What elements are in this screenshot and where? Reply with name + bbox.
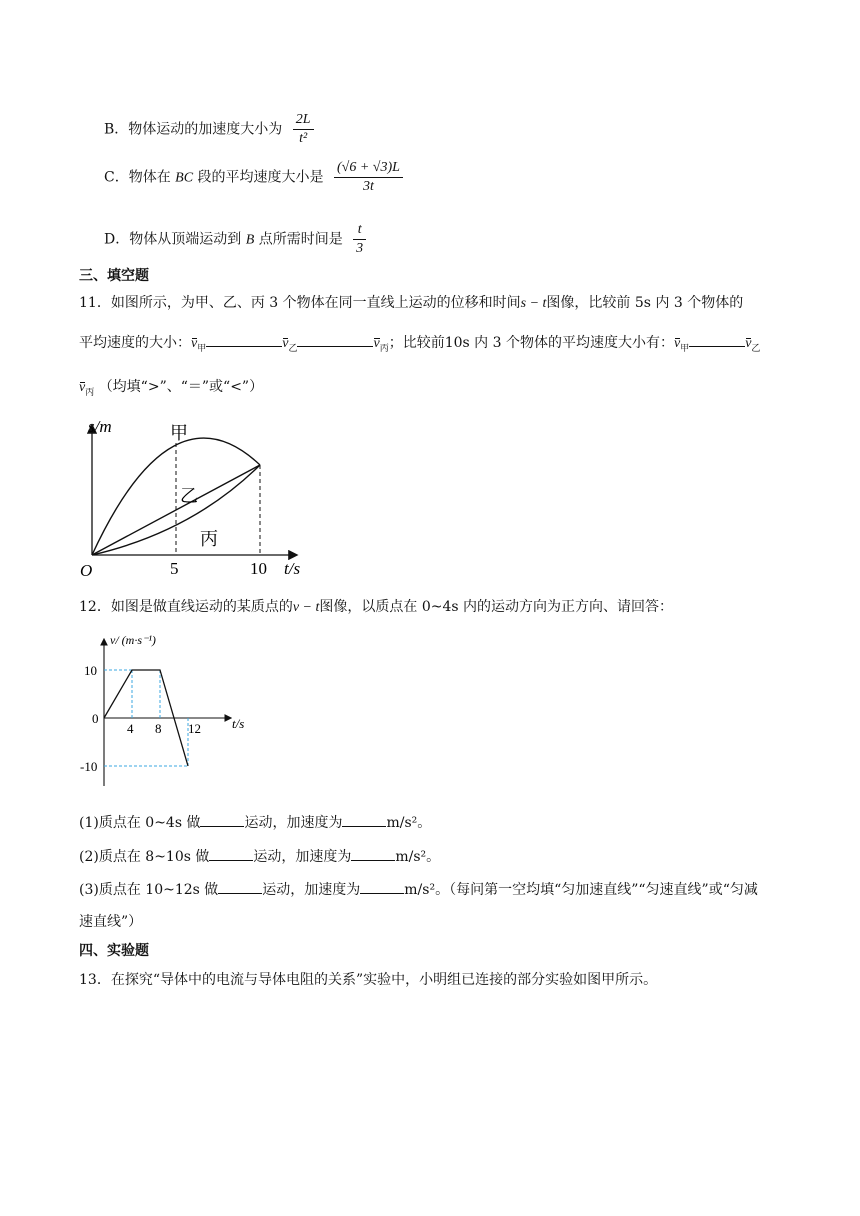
q12-sub-1-c: m/s²。 (386, 815, 432, 831)
option-d (104, 222, 366, 257)
sub-yi-10s: 乙 (751, 343, 761, 354)
option-c-var: BC (175, 170, 194, 186)
q12-sub-3 (79, 879, 758, 899)
st-x-label: t/s (284, 559, 301, 578)
option-d-pre: D．物体从顶端运动到 (104, 231, 246, 248)
q11-line2 (79, 332, 760, 354)
vt-tick-8: 8 (155, 721, 162, 736)
option-c-post: 段的平均速度大小是 (193, 169, 324, 186)
st-y-label: s/m (88, 417, 112, 436)
q12-sub-3-b: 运动，加速度为 (262, 882, 361, 898)
sub-jia: 甲 (197, 343, 207, 354)
vt-tick-neg10: -10 (80, 759, 98, 774)
v-bar-jia-10s: v (673, 336, 681, 351)
sub-yi: 乙 (288, 343, 298, 354)
q12-sub-1 (79, 812, 431, 832)
q11-line3 (79, 376, 263, 398)
q12-sub-3-blank-motion[interactable] (218, 881, 262, 894)
q11-line1 (79, 292, 743, 312)
sub-bing-10s: 丙 (85, 387, 95, 398)
q11-line2-b: ；比较前10s 内 3 个物体的平均速度大小有： (388, 335, 674, 351)
q12-vt-symbol: v − t (292, 600, 320, 615)
q12-sub-1-b: 运动，加速度为 (244, 815, 343, 831)
vt-graph (80, 630, 256, 792)
option-d-post: 点所需时间是 (254, 231, 343, 248)
option-d-var: B (245, 232, 255, 248)
q12-sub-3-a: (3)质点在 10~12s 做 (79, 882, 219, 898)
q12-intro-c: 图像，以质点在 0~4s 内的运动方向为正方向、请回答： (319, 599, 674, 615)
sub-bing: 丙 (379, 343, 389, 354)
q11-line1-a: 11．如图所示，为甲、乙、丙 3 个物体在同一直线上运动的位移和时间 (79, 295, 521, 311)
option-b-numerator: 2L (295, 112, 311, 127)
q12-sub-1-blank-accel[interactable] (342, 814, 386, 827)
q12-intro (79, 596, 673, 616)
q12-sub-2-a: (2)质点在 8~10s 做 (79, 849, 210, 865)
vt-x-label: t/s (232, 716, 245, 731)
q12-sub-3-c: m/s²。（每问第一空均填“匀加速直线”“匀速直线”或“匀减 (404, 882, 758, 898)
q12-sub-2-b: 运动，加速度为 (253, 849, 352, 865)
option-d-denominator: 3 (353, 239, 366, 257)
label-bing: 丙 (200, 529, 218, 549)
option-d-numerator: t (357, 222, 362, 237)
vt-tick-10: 10 (84, 663, 97, 678)
label-yi: 乙 (180, 486, 198, 506)
option-c-denominator: 3t (334, 177, 403, 195)
q12-sub-1-blank-motion[interactable] (200, 814, 244, 827)
v-bar-bing: v (373, 336, 380, 351)
option-c-pre: C．物体在 (104, 169, 176, 186)
option-d-fraction (353, 222, 366, 257)
q12-sub-3-blank-accel[interactable] (360, 881, 404, 894)
option-b-fraction (293, 112, 314, 147)
q12-tail: 速直线”） (79, 914, 143, 930)
q12-sub-2-c: m/s²。 (395, 849, 441, 865)
label-jia: 甲 (170, 423, 188, 443)
v-bar-bing-10s: v (79, 380, 86, 395)
blank-2[interactable] (297, 334, 373, 347)
section-heading-experiment: 四、实验题 (79, 943, 149, 959)
vt-tick-4: 4 (127, 721, 134, 736)
st-graph (74, 412, 310, 582)
option-c (104, 160, 403, 195)
v-bar-yi-10s: v (745, 336, 752, 351)
q12-sub-2 (79, 846, 440, 866)
st-tick-10: 10 (250, 559, 267, 578)
st-origin: O (80, 561, 93, 580)
v-bar-jia: v (191, 336, 198, 351)
st-tick-5: 5 (170, 559, 179, 578)
q13-text: 13．在探究“导体中的电流与导体电阻的关系”实验中，小明组已连接的部分实验如图甲所示。 (79, 972, 658, 988)
option-c-numerator: (√6 + √3)L (336, 160, 400, 175)
v-bar-yi: v (282, 336, 289, 351)
vt-tick-12: 12 (188, 721, 201, 736)
q11-line3-text: （均填“>”、“＝”或“<”） (98, 379, 264, 395)
q12-sub-2-blank-motion[interactable] (209, 848, 253, 861)
q12-sub-1-a: (1)质点在 0~4s 做 (79, 815, 201, 831)
section-heading-fill-blank: 三、填空题 (79, 268, 149, 284)
q12-sub-2-blank-accel[interactable] (351, 848, 395, 861)
q11-line2-a: 平均速度的大小： (79, 335, 191, 351)
option-c-fraction (334, 160, 403, 195)
vt-y-label: v/ (m·s⁻¹) (110, 633, 156, 647)
option-b-text: B．物体运动的加速度大小为 (104, 121, 283, 138)
option-b (104, 112, 314, 147)
q11-line1-c: 图像，比较前 5s 内 3 个物体的 (546, 295, 744, 311)
q12-intro-a: 12．如图是做直线运动的某质点的 (79, 599, 293, 615)
blank-3[interactable] (689, 334, 745, 347)
option-b-denominator: t² (293, 129, 314, 147)
sub-jia-10s: 甲 (680, 343, 690, 354)
blank-1[interactable] (206, 334, 282, 347)
vt-tick-0: 0 (92, 711, 99, 726)
q11-st-symbol: s − t (520, 296, 547, 311)
